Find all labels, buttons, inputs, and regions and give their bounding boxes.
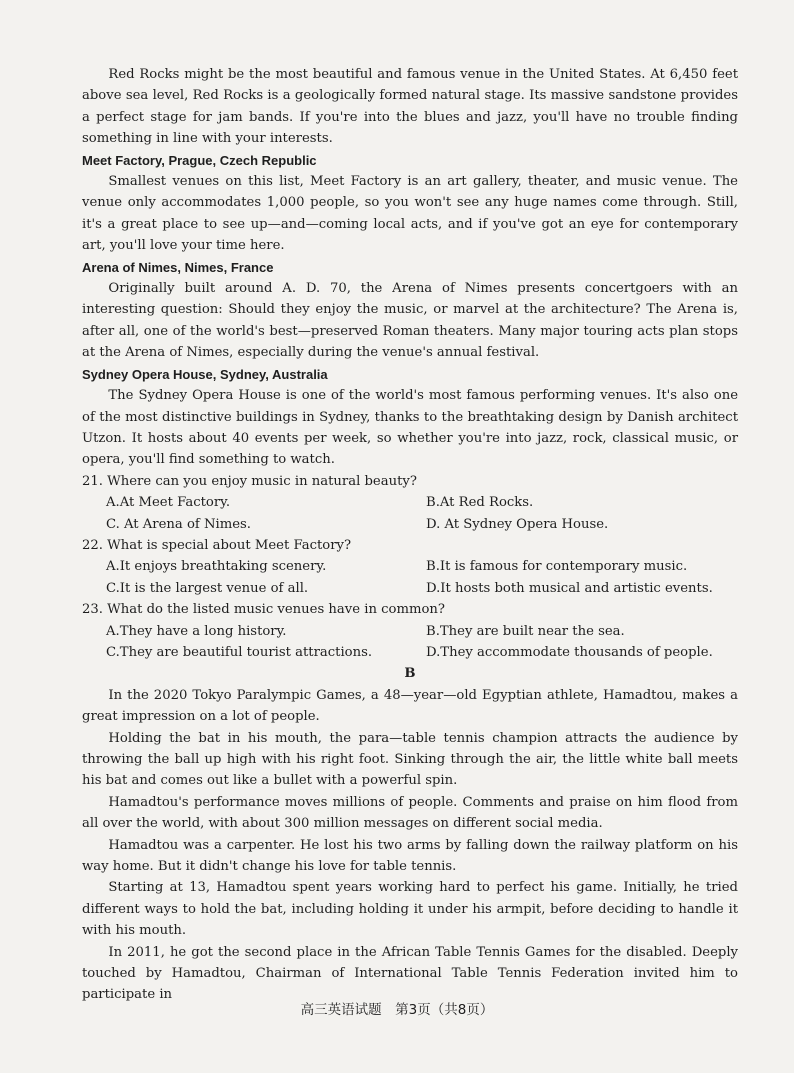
option-d: D.It hosts both musical and artistic events. — [426, 580, 713, 596]
option-c: C.They are beautiful tourist attractions. — [106, 644, 373, 660]
option-a: A.It enjoys breathtaking scenery. — [106, 559, 327, 575]
section-b-label: B — [404, 666, 416, 682]
option-d: D. At Sydney Opera House. — [426, 516, 609, 532]
option-d: D.They accommodate thousands of people. — [426, 644, 713, 660]
section-b-paragraph: Hamadtou was a carpenter. He lost his two arms by falling down the railway platform on his way home. But it didn't change his love for table tennis. — [82, 837, 738, 875]
option-list — [82, 556, 738, 599]
sydney-heading: Sydney Opera House, Sydney, Australia — [82, 366, 328, 382]
question-21 — [82, 471, 738, 535]
option-list — [82, 492, 738, 535]
option-b: B.At Red Rocks. — [426, 495, 534, 511]
question-stem: 21. Where can you enjoy music in natural beauty? — [82, 473, 417, 489]
section-b-paragraph: Holding the bat in his mouth, the para—table tennis champion attracts the audience by throwing the ball up high with his right foot. Sinking through the air, the little white ball meets his bat and comes out like a bullet with a powerful spin. — [82, 730, 738, 789]
page-footer: 高三英语试题 第3页（共8页） — [300, 1002, 494, 1018]
question-stem: 23. What do the listed music venues have in common? — [82, 602, 445, 618]
red-rocks-paragraph: Red Rocks might be the most beautiful and famous venue in the United States. At 6,450 feet above sea level, Red Rocks is a geologically formed natural stage. Its massive sandstone provides a perfect stage for jam bands. If you're into the blues and jazz, you'll have no trouble finding something in line with your interests. — [82, 67, 738, 147]
option-a: A.At Meet Factory. — [106, 495, 231, 511]
question-stem: 22. What is special about Meet Factory? — [82, 537, 352, 553]
section-b-paragraph: In the 2020 Tokyo Paralympic Games, a 48—year—old Egyptian athlete, Hamadtou, makes a great impression on a lot of people. — [82, 687, 738, 725]
option-b: B.They are built near the sea. — [426, 623, 625, 639]
question-23 — [82, 599, 738, 663]
section-b-paragraph: Starting at 13, Hamadtou spent years working hard to perfect his game. Initially, he tried different ways to hold the bat, including holding it under his armpit, before deciding to handle it with his mouth. — [82, 880, 738, 939]
meet-factory-heading: Meet Factory, Prague, Czech Republic — [82, 152, 317, 168]
question-22 — [82, 535, 738, 599]
section-b-paragraph: In 2011, he got the second place in the African Table Tennis Games for the disabled. Deeply touched by Hamadtou, Chairman of International Table Tennis Federation invited him to participate in — [82, 944, 738, 1003]
section-b-paragraph: Hamadtou's performance moves millions of people. Comments and praise on him flood from all over the world, with about 300 million messages on different social media. — [82, 794, 738, 832]
meet-factory-paragraph: Smallest venues on this list, Meet Factory is an art gallery, theater, and music venue. The venue only accommodates 1,000 people, so you won't see any huge names come through. Still, it's a great place to see up—and—coming local acts, and if you've got an eye for contemporary art, you'll love your time here. — [82, 174, 738, 254]
option-a: A.They have a long history. — [106, 623, 287, 639]
option-list — [82, 621, 738, 664]
nimes-heading: Arena of Nimes, Nimes, France — [82, 259, 274, 275]
exam-page — [82, 64, 738, 1006]
option-c: C. At Arena of Nimes. — [106, 516, 252, 532]
nimes-paragraph: Originally built around A. D. 70, the Arena of Nimes presents concertgoers with an interesting question: Should they enjoy the music, or marvel at the architecture? The Arena is, after all, one of the world's best—preserved Roman theaters. Many major touring acts plan stops at the Arena of Nimes, especially during the venue's annual festival. — [82, 281, 738, 361]
option-b: B.It is famous for contemporary music. — [426, 559, 688, 575]
option-c: C.It is the largest venue of all. — [106, 580, 309, 596]
sydney-paragraph: The Sydney Opera House is one of the world's most famous performing venues. It's also one of the most distinctive buildings in Sydney, thanks to the breathtaking design by Danish architect Utzon. It hosts about 40 events per week, so whether you're into jazz, rock, classical music, or opera, you'll find something to watch. — [82, 388, 738, 468]
